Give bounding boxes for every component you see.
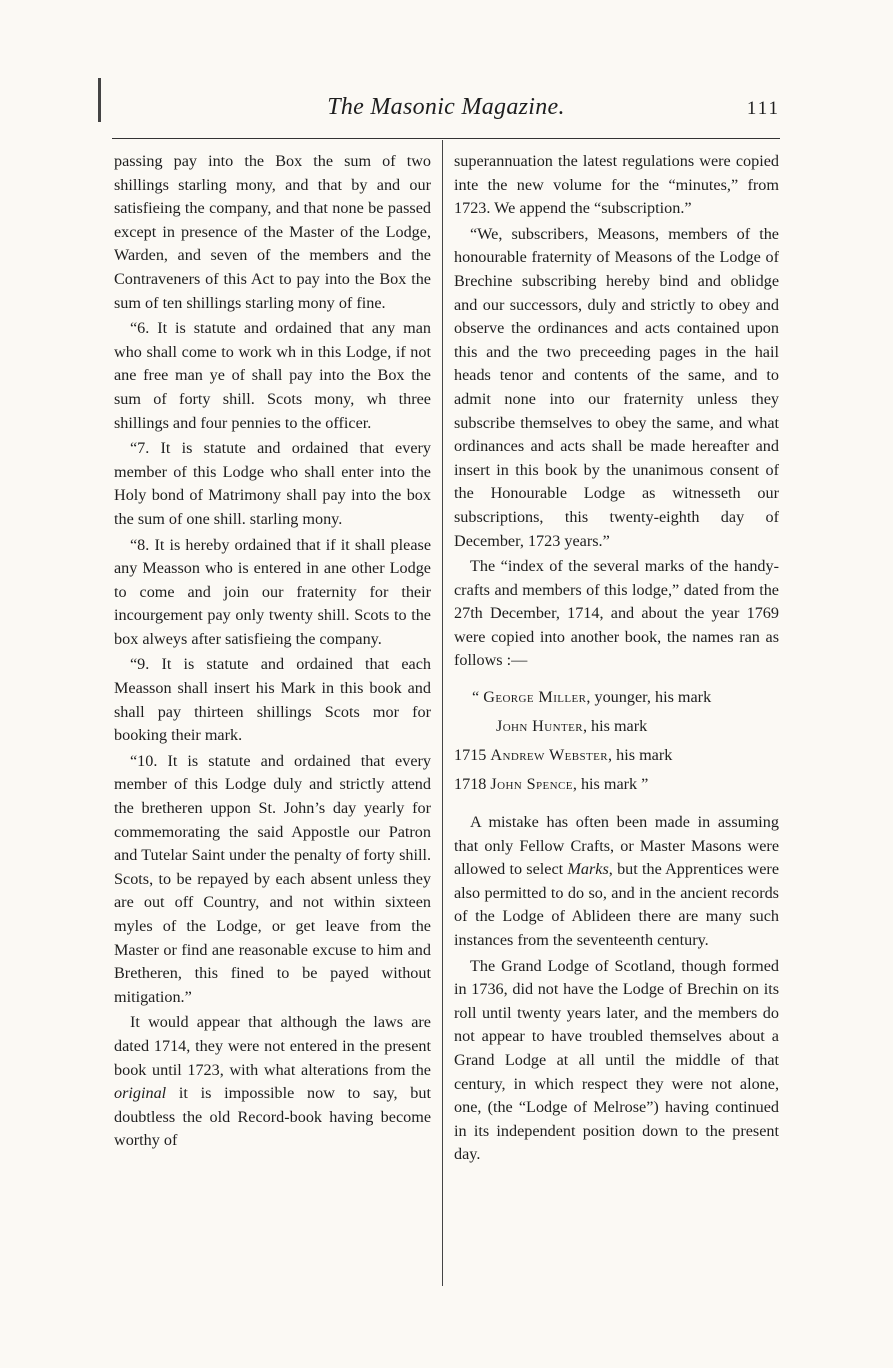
mark-name: John Spence [490,775,573,794]
page-number: 111 [746,98,780,119]
right-column [454,150,779,1167]
left-column [114,150,431,1153]
text-run: A mistake has often been made in assuming that only Fellow Crafts, or Master Masons were allowed to select [454,813,779,879]
mark-suffix: , younger, his mark [586,688,712,707]
text-run: it is impossible now to say, but doubtless the old Record-book having become worthy of [114,1084,431,1150]
mark-suffix: , his mark ” [572,775,649,794]
italic-text: original [114,1084,167,1103]
mark-entry [454,770,779,799]
mark-prefix: 1718 [454,775,491,794]
mark-name: George Miller [483,688,587,707]
mark-entry [454,741,779,770]
mark-suffix: , his mark [582,717,648,736]
page-header [112,92,780,132]
paragraph: superannuation the latest regulations were copied inte the new volume for the “minutes,” from 1723. We append the “subscription.” [454,152,779,218]
italic-text: Marks [567,860,609,879]
paragraph: The “index of the several marks of the handy-crafts and members of this lodge,” dated from the 27th December, 1714, and about the year 1769 were copied into another book, the names ran as follows :— [454,557,779,670]
paragraph [454,811,779,953]
paragraph: passing pay into the Box the sum of two shillings starling mony, and that by and our satisfieing the company, and that none be passed except in presence of the Master of the Lodge, Warden, and seven of the members and the Contraveners of this Act to pay into the Box the sum of ten shillings starling mony of fine. [114,152,431,312]
mark-entry [454,712,779,741]
column-divider [442,140,443,1286]
paragraph: “9. It is statute and ordained that each Measson shall insert his Mark in this book and shall pay thirteen shillings Scots mor for booking their mark. [114,655,431,745]
page-edge-mark [98,78,101,122]
mark-prefix: 1715 [454,746,491,765]
mark-entry [454,683,779,712]
mark-name: Andrew Webster [490,746,609,765]
mark-suffix: , his mark [608,746,673,765]
text-run: It would appear that although the laws are dated 1714, they were not entered in the present book until 1723, with what alterations from the [114,1013,431,1079]
paragraph: “8. It is hereby ordained that if it shall please any Measson who is entered in ane other Lodge to come and join our fraternity for their incourgement pay only twenty shill. Scots to the box alweys after satisfieing the company. [114,535,431,648]
paragraph: “10. It is statute and ordained that every member of this Lodge duly and strictly attend the bretheren uppon St. John’s day yearly for commemorating the said Appostle our Patron and Tutelar Saint under the penalty of forty shill. Scots, to be repayed by each absent unless they are out off Country, and not within sixteen myles of the Lodge, or get leave from the Master or find ane reasonable excuse to him and Bretheren, this fined to be payed without mitigation.” [114,751,431,1006]
paragraph: “We, subscribers, Measons, members of the honourable fraternity of Measons of the Lodge of Brechine subscribing hereby bind and oblidge and our successors, duly and strictly to obey and observe the ordinances and acts contained upon this and the two preceeding pages in the hail heads tenor and contents of the same, and to admit none into our fraternity unless they subscribe themselves to obey the same, and what ordinances and acts shall be made hereafter and insert in this book by the unanimous consent of the Honourable Lodge as witnesseth our subscriptions, this twenty-eighth day of December, 1723 years.” [454,224,779,550]
paragraph: The Grand Lodge of Scotland, though formed in 1736, did not have the Lodge of Brechin on its roll until twenty years later, and the members do not appear to have troubled themselves about a Grand Lodge at all until the middle of that century, in which respect they were not alone, one, (the “Lodge of Melrose”) having continued in its independent position down to the present day. [454,956,779,1164]
mark-prefix: “ [472,688,484,707]
paragraph: “6. It is statute and ordained that any man who shall come to work wh in this Lodge, if not ane free man ye of shall pay into the Box the sum of forty shill. Scots mony, wh three shillings and four pennies to the officer. [114,319,431,432]
marks-list [454,683,779,799]
paragraph [114,1011,431,1153]
mark-name: John Hunter [496,717,583,736]
running-title: The Masonic Magazine. [327,94,565,120]
text-run: , but the Apprentices were also permitted to do so, and in the ancient records of the Lodge of Ablideen there are many such instances from the seventeenth century. [454,860,780,950]
paragraph: “7. It is statute and ordained that every member of this Lodge who shall enter into the Holy bond of Matrimony shall pay into the box the sum of one shill. starling mony. [114,439,431,528]
header-rule [112,138,780,139]
